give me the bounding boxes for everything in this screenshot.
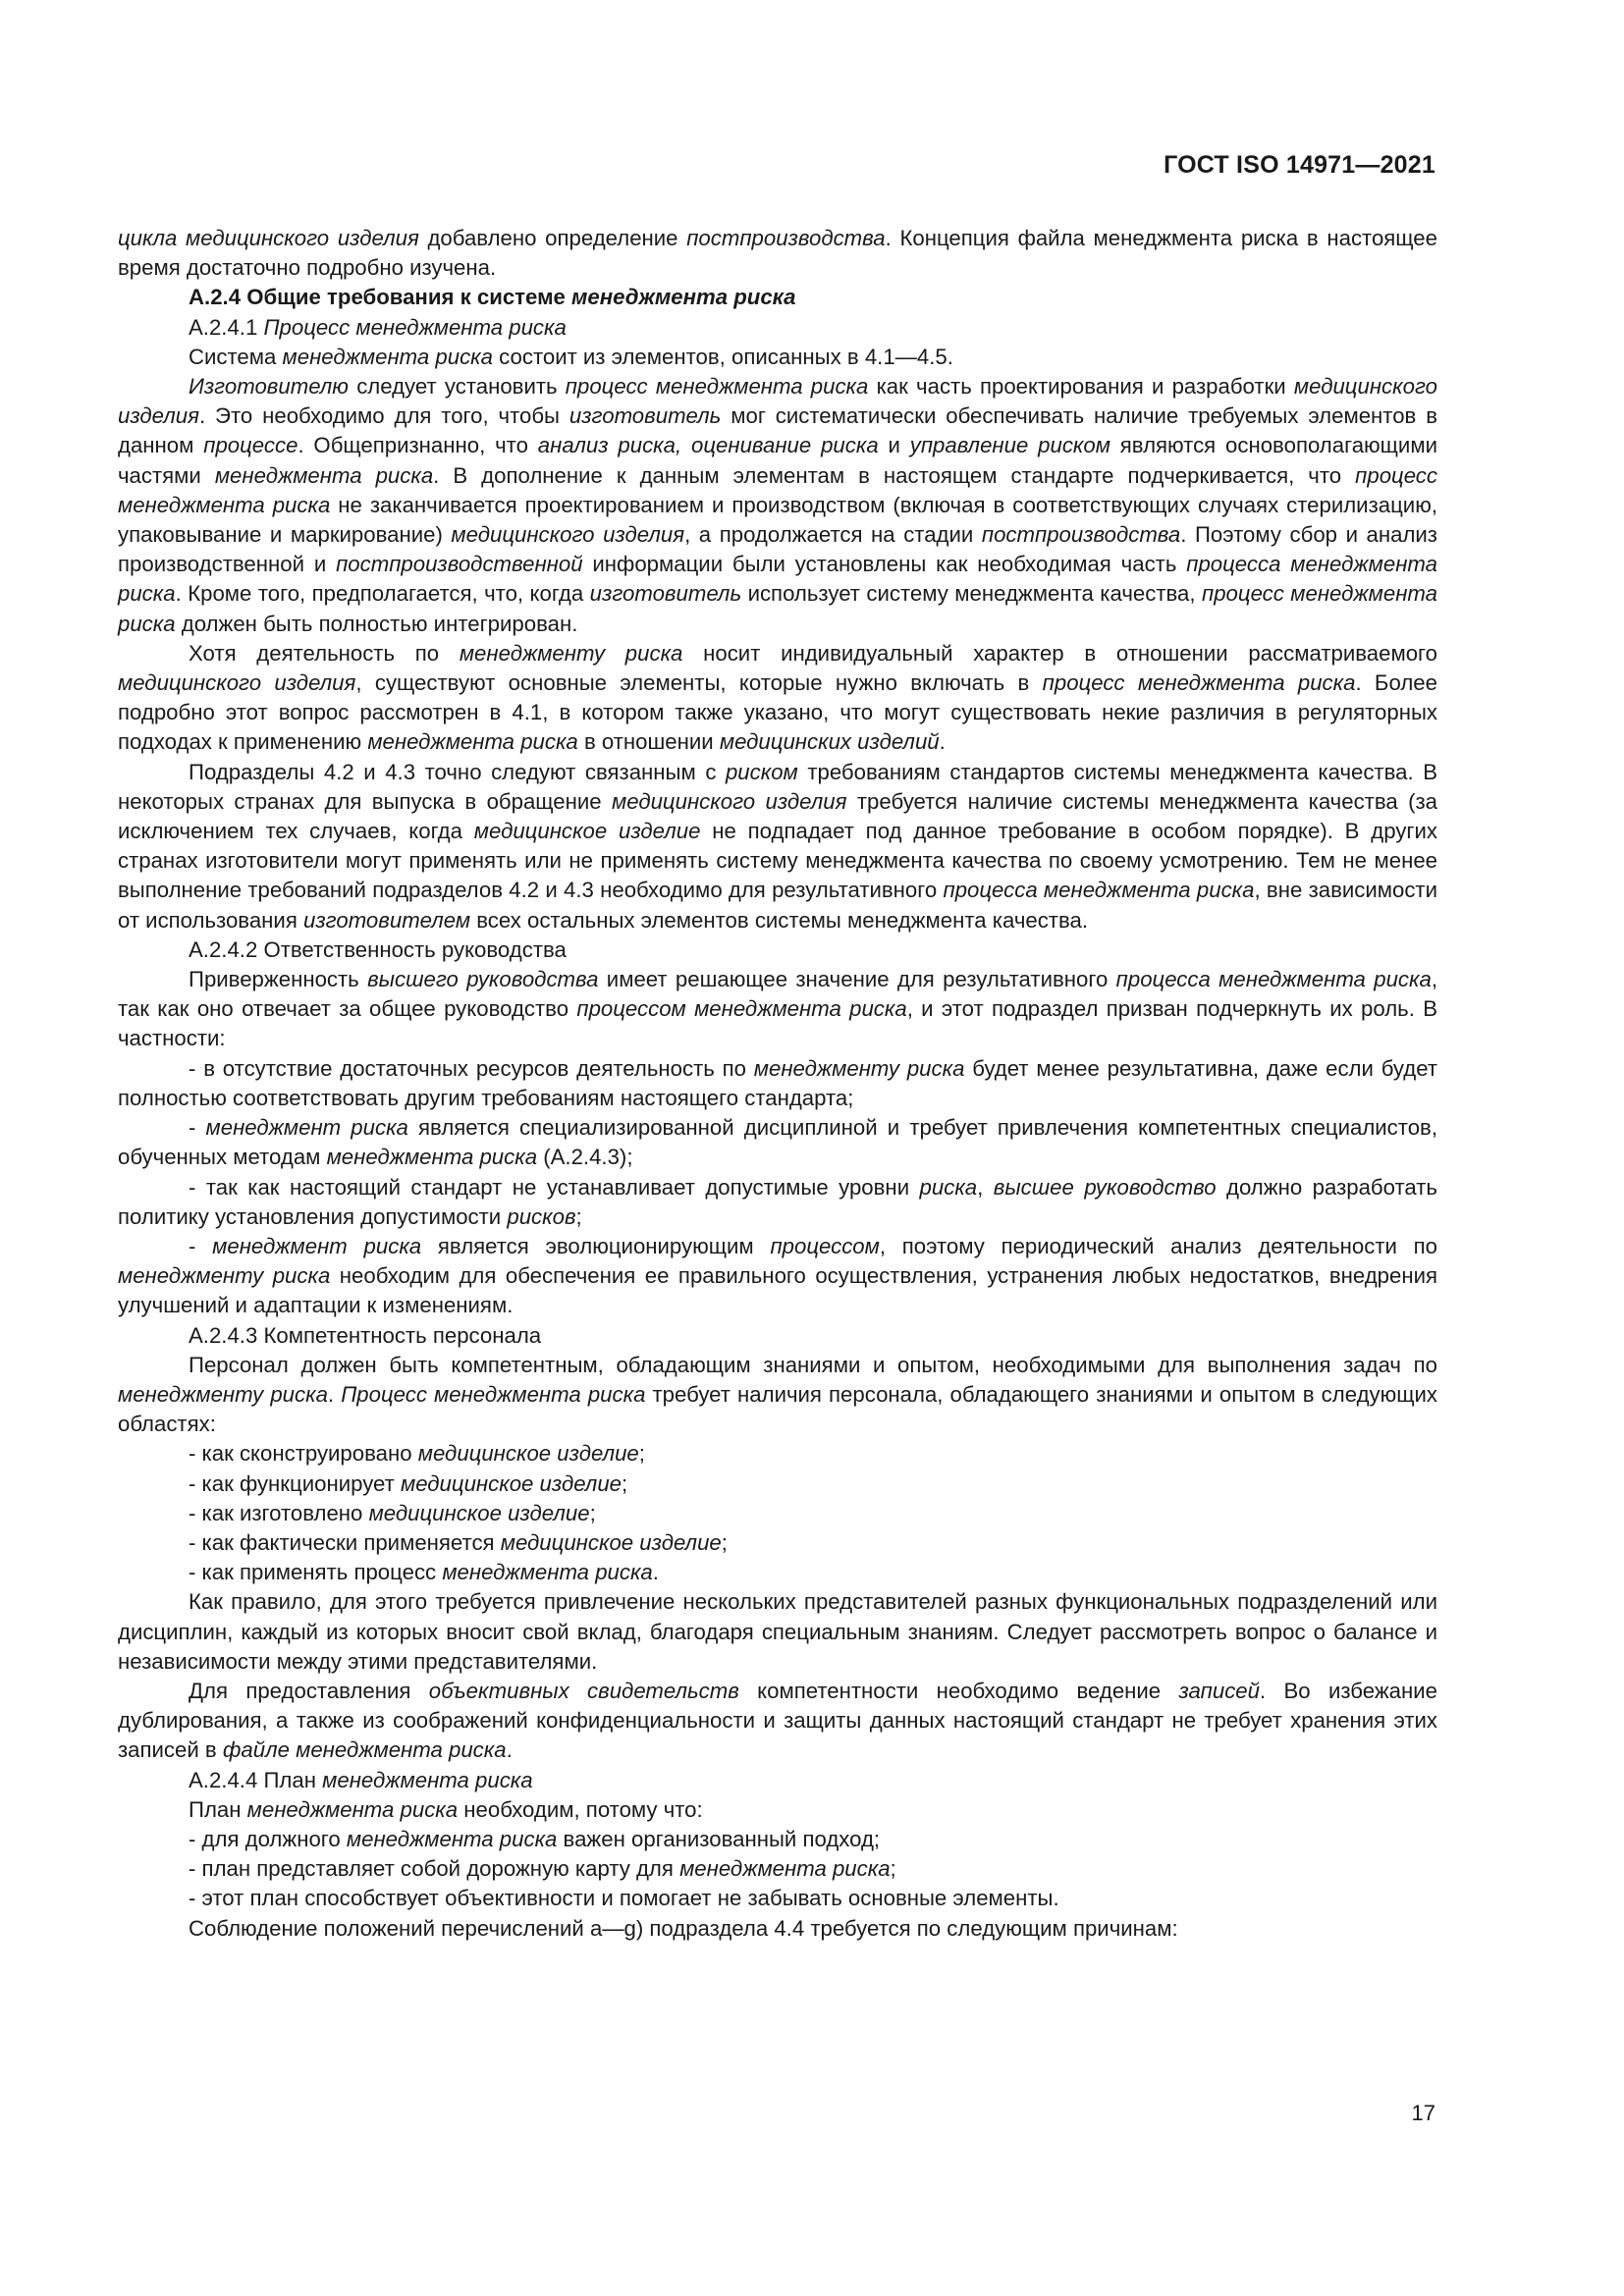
italic-term: постпроизводства (981, 522, 1181, 548)
paragraph (118, 1677, 1437, 1766)
italic-term: процесса менеджмента риска (1115, 967, 1432, 992)
italic-term: процесс менеджмента риска (1042, 670, 1356, 696)
text-run: . (652, 1560, 659, 1585)
italic-term: менеджмента риска (326, 1145, 538, 1170)
italic-term: менеджмента риска (571, 285, 796, 310)
paragraph (118, 343, 1437, 372)
paragraph (118, 1914, 1437, 1944)
paragraph (118, 758, 1437, 935)
text-run: - (189, 1115, 206, 1141)
italic-term: рисков (507, 1203, 576, 1229)
italic-term: Процесс менеджмента риска (341, 1381, 646, 1407)
document-body (118, 224, 1437, 1944)
paragraph (118, 965, 1437, 1054)
text-run: информации были установлены как необходимая часть (582, 552, 1187, 577)
italic-term: процесс менеджмента риска (118, 581, 1438, 636)
italic-term: постпроизводства (686, 226, 886, 250)
italic-term: медицинское изделие (473, 819, 701, 844)
italic-term: Процесс менеджмента риска (263, 314, 567, 340)
text-run: А.2.4.1 (189, 314, 264, 340)
italic-term: процессом (770, 1233, 880, 1258)
italic-term: изготовитель (568, 403, 722, 429)
text-run: не подпадает под данное требование в особом порядке). В других странах изготовители могут применять или не применять систему менеджмента качества по своему усмотрению. Тем не менее выполнение требований подразделов 4.2 и 4.3 необходимо для результативного (118, 819, 1437, 903)
italic-term: менеджмента риска (367, 729, 578, 755)
paragraph (118, 1587, 1437, 1677)
text-run: ; (575, 1203, 582, 1229)
text-run: носит индивидуальный характер в отношении рассматриваемого (682, 640, 1437, 666)
page-number: 17 (1411, 2101, 1435, 2125)
italic-term: объективных свидетельств (428, 1678, 739, 1703)
text-run: Соблюдение положений перечислений а—g) подраздела 4.4 требуется по следующим причинам: (189, 1915, 1178, 1941)
italic-term: процесса менеджмента риска (118, 552, 1437, 607)
text-run: Приверженность (189, 967, 368, 992)
text-run: (А.2.4.3); (537, 1145, 633, 1170)
italic-term: менеджмента риска (246, 1796, 459, 1822)
italic-term: медицинское изделие (500, 1529, 722, 1555)
text-run: - в отсутствие достаточных ресурсов деятельность по (189, 1055, 754, 1081)
text-run: - как сконструировано (189, 1441, 418, 1467)
text-run: . В дополнение к данным элементам в настоящем стандарте подчеркивается, что (433, 462, 1356, 488)
paragraph (118, 1854, 1437, 1884)
text-run: Как правило, для этого требуется привлечение нескольких представителей разных функциональных подразделений или дисциплин, каждый из которых вносит свой вклад, благодаря специальным знаниям. Следует рассмотреть вопрос о балансе и независимости между этими представителями. (118, 1589, 1437, 1674)
italic-term: анализ риска, оценивание риска (537, 433, 879, 458)
text-run: . (506, 1737, 513, 1763)
italic-term: процесса менеджмента риска (943, 878, 1255, 903)
italic-term: цикла медицинского изделия (118, 226, 419, 250)
text-run: в отношении (577, 729, 720, 755)
italic-term: менеджмента риска (214, 462, 434, 488)
paragraph (118, 1825, 1437, 1854)
paragraph (118, 1439, 1437, 1468)
text-run: , поэтому периодический анализ деятельности по (879, 1233, 1438, 1258)
italic-term: медицинского изделия (451, 522, 685, 548)
text-run: является специализированной дисциплиной и требует привлечения компетентных специалистов, обученных методам (118, 1115, 1437, 1170)
italic-term: медицинского изделия (118, 374, 1437, 429)
italic-term: медицинское изделие (417, 1441, 639, 1467)
paragraph (118, 224, 1437, 283)
text-run: - этот план способствует объективности и помогает не забывать основные элементы. (189, 1886, 1059, 1911)
text-run: А.2.4.2 Ответственность руководства (189, 936, 567, 962)
text-run: ; (622, 1470, 628, 1496)
paragraph (118, 1795, 1437, 1825)
paragraph (118, 935, 1437, 965)
text-run: имеет решающее значение для результативного (598, 967, 1116, 992)
text-run: требованиям стандартов системы менеджмента качества. В некоторых странах для выпуска в обращение (118, 759, 1437, 814)
text-run: Подразделы 4.2 и 4.3 точно следуют связанным с (189, 759, 726, 784)
text-run: - так как настоящий стандарт не устанавливает допустимые уровни (189, 1174, 920, 1200)
document-id: ГОСТ ISO 14971—2021 (1164, 151, 1435, 179)
text-run: , а продолжается на стадии (684, 522, 982, 548)
text-run: , и этот подраздел призван подчеркнуть их роль. В частности: (118, 996, 1437, 1051)
text-run: - как фактически применяется (189, 1529, 501, 1555)
italic-term: процесс менеджмента риска (565, 374, 869, 400)
paragraph (118, 1232, 1437, 1321)
text-run: являются основополагающими частями (118, 433, 1437, 488)
italic-term: записей (1178, 1678, 1260, 1703)
text-run: не заканчивается проектированием и производством (включая в соответствующих случаях стерилизацию, упаковывание и маркирование) (118, 492, 1437, 548)
text-run: . Кроме того, предполагается, что, когда (175, 581, 590, 607)
paragraph (118, 1351, 1437, 1440)
text-run: ; (890, 1856, 896, 1882)
text-run: - как применять процесс (189, 1560, 443, 1585)
text-run: ; (721, 1529, 728, 1555)
text-run: следует установить (349, 374, 566, 400)
text-run: - для должного (189, 1826, 347, 1851)
italic-term: изготовитель (589, 581, 742, 607)
text-run: требуется наличие системы менеджмента качества (за исключением тех случаев, когда (118, 788, 1437, 844)
text-run: . Концепция файла менеджмента риска в настоящее время достаточно подробно изучена. (118, 226, 1437, 281)
text-run: мог систематически обеспечивать наличие требуемых элементов в данном (118, 403, 1437, 458)
text-run: , так как оно отвечает за общее руководство (118, 967, 1437, 1022)
text-run: , вне зависимости от использования (118, 878, 1437, 933)
paragraph (118, 1499, 1437, 1528)
text-run: . Это необходимо для того, чтобы (198, 403, 569, 429)
italic-term: риска (919, 1174, 978, 1200)
text-run: требует наличия персонала, обладающего знаниями и опытом в следующих областях: (118, 1381, 1437, 1437)
paragraph (118, 1173, 1437, 1232)
text-run: добавлено определение (418, 226, 687, 250)
text-run: - (189, 1233, 213, 1258)
italic-term: медицинских изделий (719, 729, 940, 755)
text-run: будет менее результативна, даже если будет полностью соответствовать другим требованиям настоящего стандарта; (118, 1055, 1437, 1110)
italic-term: риском (725, 759, 798, 784)
text-run: состоит из элементов, описанных в 4.1—4.5. (493, 344, 953, 369)
text-run: Персонал должен быть компетентным, обладающим знаниями и опытом, необходимыми для выполнения задач по (189, 1352, 1437, 1377)
text-run: . Более подробно этот вопрос рассмотрен в 4.1, в котором также указано, что могут существовать некие различия в регуляторных подходах к применению (118, 670, 1437, 755)
italic-term: менеджменту риска (459, 640, 683, 666)
text-run: Хотя деятельность по (189, 640, 460, 666)
text-run: . Поэтому сбор и анализ производственной и (118, 522, 1437, 577)
italic-term: менеджменту риска (753, 1055, 965, 1081)
italic-term: менеджмента риска (679, 1856, 891, 1882)
paragraph (118, 1884, 1437, 1913)
paragraph (118, 1558, 1437, 1587)
text-run: . (939, 729, 946, 755)
text-run: А.2.4 Общие требования к системе (189, 285, 572, 310)
italic-term: медицинское изделие (368, 1500, 590, 1525)
text-run: должен быть полностью интегрирован. (175, 611, 578, 636)
text-run: ; (589, 1500, 596, 1525)
text-run: - план представляет собой дорожную карту для (189, 1856, 680, 1882)
paragraph (118, 1766, 1437, 1795)
italic-term: Изготовителю (189, 374, 349, 400)
text-run: , существуют основные элементы, которые нужно включать в (355, 670, 1043, 696)
paragraph (118, 1054, 1437, 1113)
italic-term: изготовителем (303, 907, 471, 933)
paragraph (118, 639, 1437, 758)
text-run: должно разработать политику установления допустимости (118, 1174, 1437, 1229)
italic-term: менеджмент риска (205, 1115, 408, 1141)
italic-term: медицинское изделие (400, 1470, 623, 1496)
text-run: План (189, 1796, 247, 1822)
italic-term: менеджмента риска (442, 1560, 653, 1585)
text-run: - как функционирует (189, 1470, 401, 1496)
italic-term: менеджмента риска (346, 1826, 558, 1851)
text-run: и (878, 433, 910, 458)
text-run: ; (638, 1441, 645, 1467)
italic-term: файле менеджмента риска (222, 1737, 507, 1763)
text-run: важен организованный подход; (557, 1826, 881, 1851)
text-run: является эволюционирующим (421, 1233, 771, 1258)
text-run: всех остальных элементов системы менеджмента качества. (470, 907, 1089, 933)
italic-term: менеджменту риска (118, 1263, 331, 1289)
text-run: необходим для обеспечения ее правильного осуществления, устранения любых недостатков, внедрения улучшений и адаптации к изменениям. (118, 1263, 1437, 1318)
text-run: - как изготовлено (189, 1500, 369, 1525)
text-run: использует систему менеджмента качества, (741, 581, 1202, 607)
italic-term: высшее руководство (993, 1174, 1217, 1200)
italic-term: высшего руководства (367, 967, 599, 992)
text-run: А.2.4.3 Компетентность персонала (189, 1322, 542, 1348)
paragraph (118, 1321, 1437, 1351)
italic-term: менеджмента риска (322, 1767, 533, 1792)
italic-term: процессом менеджмента риска (576, 996, 907, 1022)
paragraph (118, 283, 1437, 312)
text-run: А.2.4.4 План (189, 1767, 323, 1792)
text-run: . Общепризнанно, что (298, 433, 538, 458)
italic-term: постпроизводственной (336, 552, 583, 577)
italic-term: управление риском (909, 433, 1110, 458)
paragraph (118, 313, 1437, 343)
text-run: . Во избежание дублирования, а также из соображений конфиденциальности и защиты данных настоящий стандарт не требует хранения этих записей в (118, 1678, 1437, 1763)
paragraph (118, 372, 1437, 639)
paragraph (118, 1469, 1437, 1499)
italic-term: менеджмента риска (282, 344, 493, 369)
italic-term: менеджмент риска (212, 1233, 422, 1258)
text-run: как часть проектирования и разработки (868, 374, 1294, 400)
text-run: компетентности необходимо ведение (738, 1678, 1179, 1703)
italic-term: медицинского изделия (612, 788, 847, 814)
text-run: , (977, 1174, 994, 1200)
text-run: Для предоставления (189, 1678, 429, 1703)
text-run: . (327, 1381, 342, 1407)
text-run: Система (189, 344, 283, 369)
text-run: необходим, потому что: (458, 1796, 703, 1822)
italic-term: медицинского изделия (118, 670, 356, 696)
italic-term: процессе (203, 433, 298, 458)
italic-term: процесс менеджмента риска (118, 462, 1437, 517)
italic-term: менеджменту риска (118, 1381, 328, 1407)
paragraph (118, 1528, 1437, 1558)
paragraph (118, 1113, 1437, 1172)
